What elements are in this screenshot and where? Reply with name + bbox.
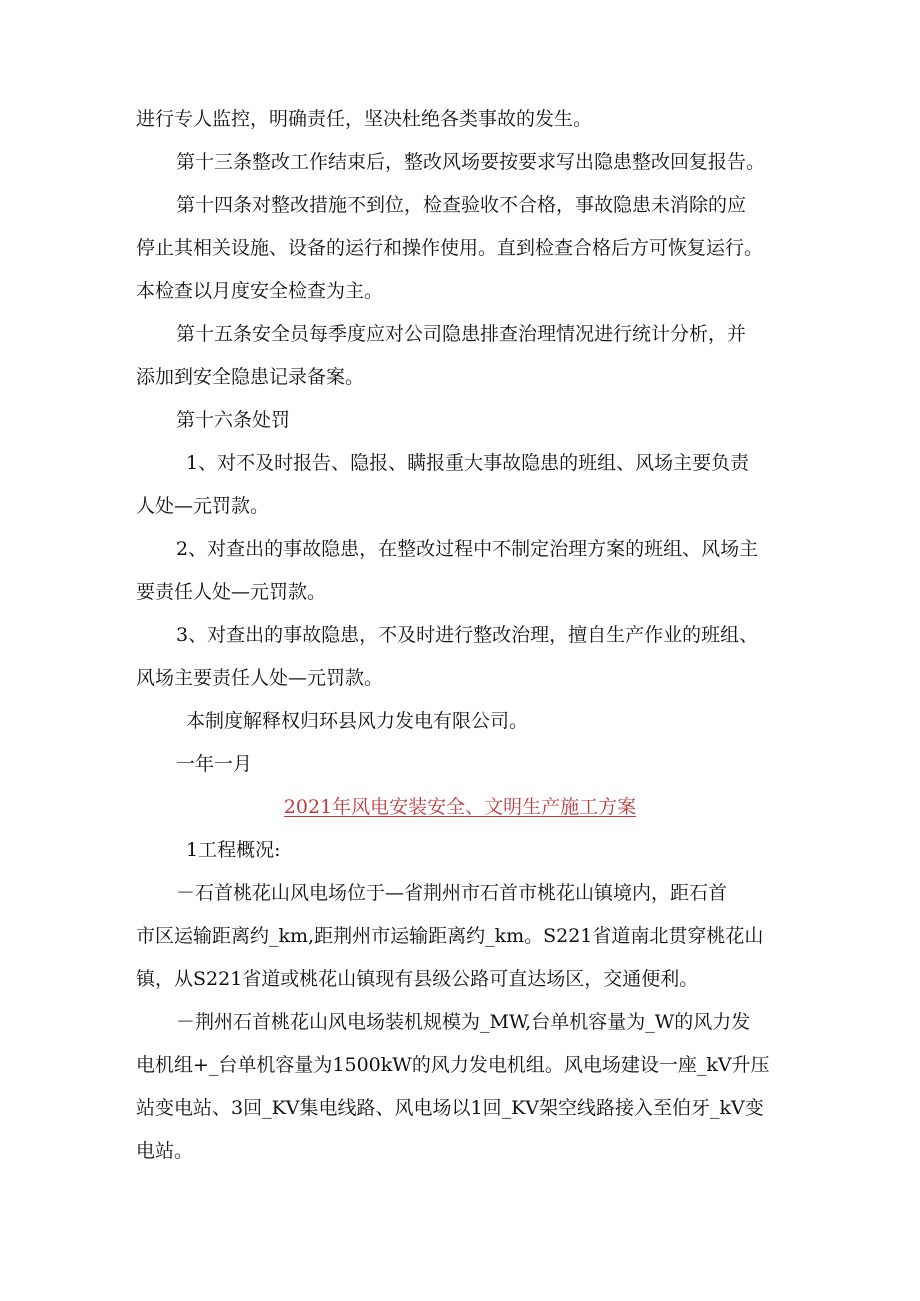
paragraph-line: 风场主要责任人处—元罚款。 xyxy=(136,667,384,689)
paragraph-line: 第十六条处罚 xyxy=(176,409,291,431)
paragraph-line: 本制度解释权归环县风力发电有限公司。 xyxy=(186,710,529,732)
paragraph-line: 镇，从S221省道或桃花山镇现有县级公路可直达场区，交通便利。 xyxy=(136,968,699,990)
paragraph-line: 一年一月 xyxy=(176,753,253,775)
paragraph-line: 本检查以月度安全检查为主。 xyxy=(136,280,384,302)
paragraph-line: 第十三条整改工作结束后，整改风场要按要求写出隐患整改回复报告。 xyxy=(176,151,766,173)
paragraph-line: 要责任人处—元罚款。 xyxy=(136,581,327,603)
section-title: 2021年风电安装安全、文明生产施工方案 xyxy=(283,796,637,818)
paragraph-line: －石首桃花山风电场位于—省荆州市石首市桃花山镇境内，距石首 xyxy=(176,882,728,904)
paragraph-line: －荆州石首桃花山风电场装机规模为_MW,台单机容量为_W的风力发 xyxy=(176,1011,751,1033)
paragraph-line: 停止其相关设施、设备的运行和操作使用。直到检查合格后方可恢复运行。 xyxy=(136,237,764,259)
paragraph-line: 电站。 xyxy=(136,1140,194,1162)
paragraph-line: 添加到安全隐患记录备案。 xyxy=(136,366,365,388)
paragraph-line: 站变电站、3回_KV集电线路、风电场以1回_KV架空线路接入至伯牙_kV变 xyxy=(136,1097,764,1119)
paragraph-line: 人处—元罚款。 xyxy=(136,495,270,517)
paragraph-line: 第十四条对整改措施不到位，检查验收不合格，事故隐患未消除的应 xyxy=(176,194,747,216)
paragraph-line: 第十五条安全员每季度应对公司隐患排查治理情况进行统计分析，并 xyxy=(176,323,747,345)
paragraph-line: 1、对不及时报告、隐报、瞒报重大事故隐患的班组、风场主要负责 xyxy=(186,452,750,474)
paragraph-line: 进行专人监控，明确责任，坚决杜绝各类事故的发生。 xyxy=(136,108,593,130)
paragraph-line: 2、对查出的事故隐患，在整改过程中不制定治理方案的班组、风场主 xyxy=(176,538,759,560)
paragraph-line: 市区运输距离约_km,距荆州市运输距离约_km。S221省道南北贯穿桃花山 xyxy=(136,925,764,947)
paragraph-line: 1工程概况: xyxy=(186,839,281,861)
paragraph-line: 电机组+_台单机容量为1500kW的风力发电机组。风电场建设一座_kV升压 xyxy=(136,1054,770,1076)
paragraph-line: 3、对查出的事故隐患，不及时进行整改治理，擅自生产作业的班组、 xyxy=(176,624,759,646)
